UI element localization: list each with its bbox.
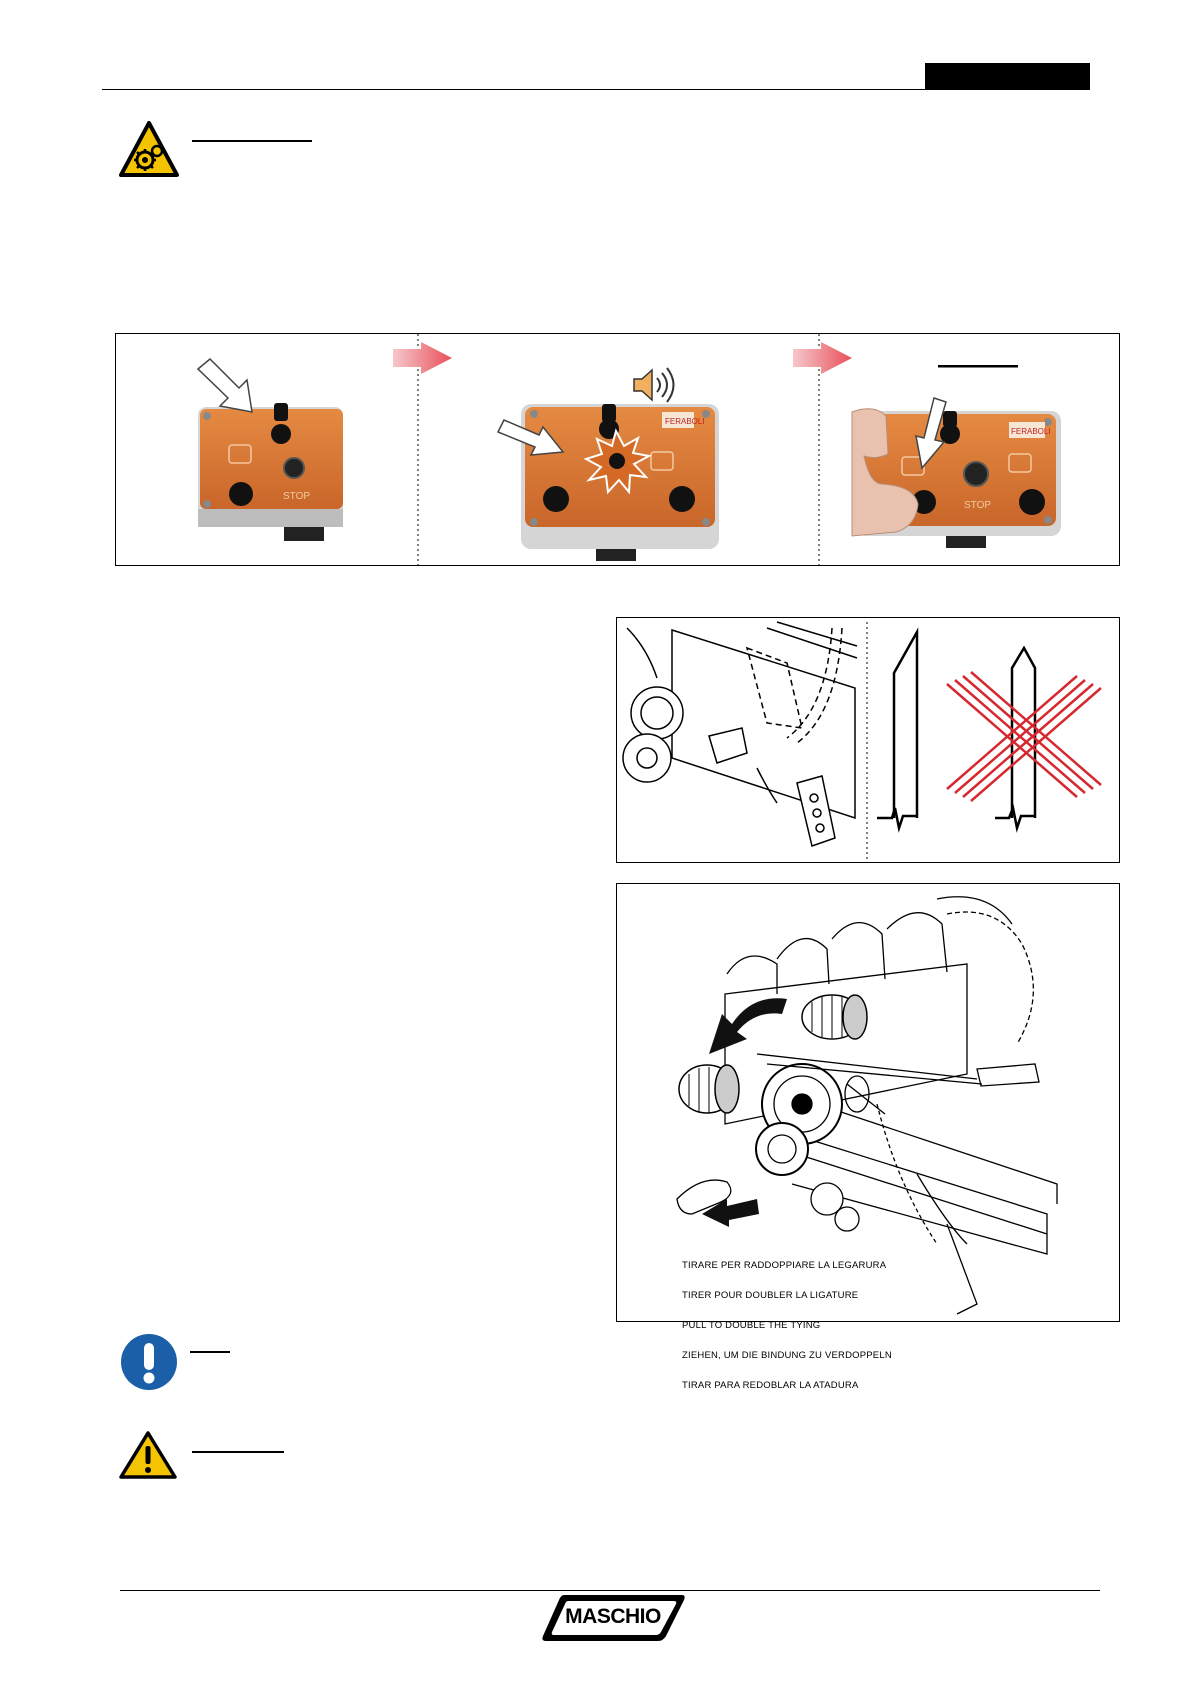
machinery-hazard-icon [118, 120, 180, 178]
caption-line-en: PULL TO DOUBLE THE TYING [682, 1320, 821, 1331]
caption-line-es: TIRAR PARA REDOBLAR LA ATADURA [682, 1380, 859, 1391]
warning-icon [118, 1430, 178, 1480]
twine-roll-upper [802, 995, 867, 1039]
control-sequence-frame [115, 333, 1120, 566]
tying-figure-frame [616, 883, 1120, 1391]
caption-line-de: ZIEHEN, UM DIE BINDUNG ZU VERDOPPELN [682, 1350, 892, 1361]
speaker-icon [634, 368, 674, 402]
footer-rule [120, 1590, 1100, 1591]
info-icon [119, 1332, 179, 1392]
control-box-photo-2 [498, 368, 719, 561]
step-arrow-icon [793, 342, 852, 374]
stop-label-3: STOP [964, 500, 992, 511]
brand-label-2: FERABOLI [665, 417, 705, 426]
maschio-logo [540, 1593, 686, 1643]
twine-roll-lower [679, 1065, 739, 1113]
warning-heading-underline [192, 1451, 284, 1453]
stop-label: STOP [283, 491, 311, 502]
control-box-photo-1 [198, 359, 343, 541]
brand-label-3: FERABOLI [1011, 427, 1051, 436]
info-heading-underline [190, 1351, 230, 1353]
hazard-heading-underline [192, 140, 312, 142]
tying-caption [682, 1241, 892, 1411]
wrong-cross-icon [947, 672, 1101, 801]
header-rule [102, 89, 925, 90]
needle-diagram-frame [616, 617, 1120, 863]
header-black-tab [925, 63, 1090, 90]
caption-line-it: TIRARE PER RADDOPPIARE LA LEGARURA [682, 1260, 887, 1271]
control-box-photo-3 [852, 365, 1061, 548]
step-arrow-icon [393, 342, 452, 374]
caption-line-fr: TIRER POUR DOUBLER LA LIGATURE [682, 1290, 859, 1301]
logo-text: MASCHIO [565, 1605, 661, 1628]
